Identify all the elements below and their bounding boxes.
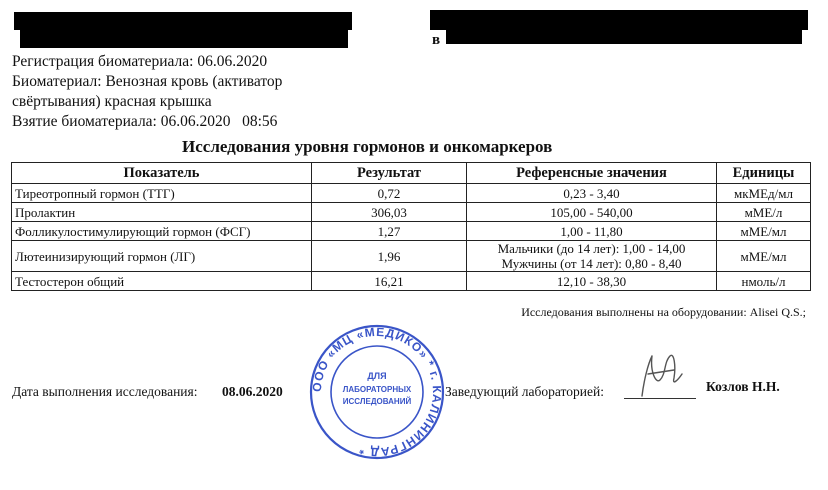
- row-units: мМЕ/мл: [717, 241, 811, 272]
- row-reference: [467, 241, 717, 272]
- row-reference: 12,10 - 38,30: [467, 272, 717, 291]
- row-result: 306,03: [312, 203, 467, 222]
- table-row: [12, 241, 811, 272]
- row-parameter: Тиреотропный гормон (ТТГ): [12, 184, 312, 203]
- sample-taken-date: Взятие биоматериала: 06.06.2020 08:56: [12, 113, 278, 130]
- column-header-result: Результат: [312, 163, 467, 184]
- biomaterial-line-2: свёртывания) красная крышка: [12, 93, 212, 110]
- redacted-block-left-bottom: [20, 28, 348, 48]
- page-title: Исследования уровня гормонов и онкомаркеров: [182, 137, 553, 156]
- results-table: [11, 162, 811, 291]
- row-result: 1,96: [312, 241, 467, 272]
- table-row: [12, 184, 811, 203]
- lab-head-name: Козлов Н.Н.: [706, 379, 780, 394]
- handwritten-signature: [630, 350, 690, 400]
- table-row: [12, 203, 811, 222]
- row-reference: 1,00 - 11,80: [467, 222, 717, 241]
- execution-date-label: Дата выполнения исследования:: [12, 384, 198, 399]
- row-units: мМЕ/л: [717, 203, 811, 222]
- biomaterial-line-1: Биоматериал: Венозная кровь (активатор: [12, 73, 283, 90]
- row-parameter: Пролактин: [12, 203, 312, 222]
- row-parameter: Лютеинизирующий гормон (ЛГ): [12, 241, 312, 272]
- column-header-parameter: Показатель: [12, 163, 312, 184]
- redacted-block-right-bottom: [446, 26, 802, 44]
- row-result: 1,27: [312, 222, 467, 241]
- row-units: мкМЕд/мл: [717, 184, 811, 203]
- stamp-line-1: ДЛЯ: [367, 371, 387, 381]
- row-units: мМЕ/мл: [717, 222, 811, 241]
- row-result: 0,72: [312, 184, 467, 203]
- row-reference: 105,00 - 540,00: [467, 203, 717, 222]
- equipment-note: Исследования выполнены на оборудовании: Alisei Q.S.;: [521, 305, 806, 319]
- column-header-units: Единицы: [717, 163, 811, 184]
- stamp-ring-text: ООО «МЦ «МЕДИКО» * г. КАЛИНИНГРАД *: [309, 324, 445, 460]
- lab-head-label: Заведующий лабораторией:: [445, 384, 604, 399]
- table-row: [12, 222, 811, 241]
- stamp-line-3: ИССЛЕДОВАНИЙ: [342, 397, 412, 406]
- table-header-row: [12, 163, 811, 184]
- table-row: [12, 272, 811, 291]
- execution-date-value: 08.06.2020: [222, 384, 283, 399]
- row-reference-line-1: Мальчики (до 14 лет): 1,00 - 14,00: [497, 241, 686, 256]
- row-units: нмоль/л: [717, 272, 811, 291]
- row-parameter: Фолликулостимулирующий гормон (ФСГ): [12, 222, 312, 241]
- row-reference: 0,23 - 3,40: [467, 184, 717, 203]
- lab-stamp: [308, 323, 446, 461]
- registration-date: Регистрация биоматериала: 06.06.2020: [12, 53, 268, 70]
- header-right-letter: в: [432, 32, 441, 48]
- row-result: 16,21: [312, 272, 467, 291]
- stamp-line-2: ЛАБОРАТОРНЫХ: [342, 385, 412, 394]
- row-parameter: Тестостерон общий: [12, 272, 312, 291]
- row-reference-line-2: Мужчины (от 14 лет): 0,80 - 8,40: [501, 256, 682, 271]
- column-header-reference: Референсные значения: [467, 163, 717, 184]
